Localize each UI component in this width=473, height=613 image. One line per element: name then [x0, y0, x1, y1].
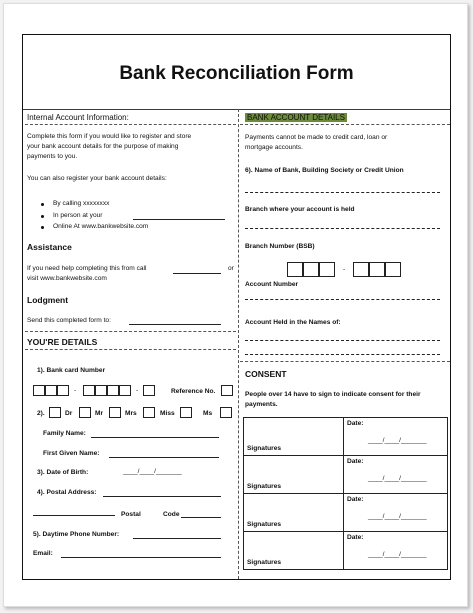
date-fill: ____/____/_______ [368, 551, 427, 558]
assistance-or: or [228, 265, 234, 272]
account-held-field-2[interactable] [245, 354, 440, 355]
signature-row [244, 418, 448, 456]
postal-label: Postal [121, 511, 141, 518]
title-dr: Dr [65, 410, 73, 417]
assistance-line-1: If you need help completing this from call [27, 265, 147, 272]
form-frame [22, 34, 451, 580]
consent-line-2: payments. [245, 401, 278, 408]
account-held-field-1[interactable] [245, 340, 440, 341]
register-text: You can also register your bank account details: [27, 175, 167, 182]
account-held-label: Account Held in the Names of: [245, 319, 341, 326]
details-divider-top [25, 331, 236, 332]
card-digit-box[interactable] [57, 385, 69, 396]
family-name-field[interactable] [91, 437, 219, 438]
consent-divider [240, 361, 450, 362]
bullet-icon [41, 203, 44, 206]
bullet-icon [41, 215, 44, 218]
card-digit-box[interactable] [107, 385, 119, 396]
payments-line-2: mortgage accounts. [245, 144, 303, 151]
bsb-box[interactable] [287, 262, 303, 277]
title-miss: Miss [160, 410, 175, 417]
signatures-label: Signatures [247, 559, 282, 566]
bullet-icon [41, 226, 44, 229]
bsb-box[interactable] [369, 262, 385, 277]
bsb-box[interactable] [353, 262, 369, 277]
code-label: Code [163, 511, 180, 518]
postal-code-field[interactable] [181, 517, 221, 518]
signature-cell[interactable] [244, 532, 344, 570]
account-number-field[interactable] [245, 299, 440, 300]
signature-table [243, 417, 448, 570]
date-cell[interactable] [344, 456, 448, 494]
signatures-label: Signatures [247, 483, 282, 490]
title-rule [23, 109, 450, 110]
phone-label: 5). Daytime Phone Number: [33, 531, 120, 538]
bsb-dash: - [343, 266, 346, 273]
first-name-label: First Given Name: [43, 450, 100, 457]
dob-label: 3). Date of Birth: [37, 469, 89, 476]
family-name-label: Family Name: [43, 430, 86, 437]
account-number-label: Account Number [245, 281, 299, 288]
bank-card-label: 1). Bank card Number [37, 367, 106, 374]
card-digit-box[interactable] [143, 385, 155, 396]
card-digit-box[interactable] [33, 385, 45, 396]
lodgment-address-field[interactable] [129, 324, 221, 325]
date-cell[interactable] [344, 418, 448, 456]
internal-divider [25, 124, 236, 125]
title-mr: Mr [95, 410, 104, 417]
lodgment-heading: Lodgment [27, 295, 69, 305]
reference-box[interactable] [221, 385, 233, 396]
intro-line-3: payments to you. [27, 153, 78, 160]
title-mrs: Mrs [125, 410, 137, 417]
bsb-box[interactable] [385, 262, 401, 277]
signature-cell[interactable] [244, 494, 344, 532]
bullet-in-person: In person at your [53, 212, 103, 219]
title-checkbox-dr[interactable] [49, 407, 61, 418]
titles-prefix: 2). [37, 410, 45, 417]
bsb-box[interactable] [303, 262, 319, 277]
bullet-online: Online At www.bankwebsite.com [53, 223, 149, 230]
bsb-box[interactable] [319, 262, 335, 277]
column-separator [238, 109, 239, 579]
title-ms: Ms [203, 410, 213, 417]
date-label: Date: [347, 420, 364, 427]
branch-field[interactable] [245, 228, 440, 229]
assistance-line-2: visit www.bankwebsite.com [27, 275, 107, 282]
title-checkbox-other[interactable] [220, 407, 232, 418]
title-checkbox-mrs[interactable] [109, 407, 121, 418]
card-digit-box[interactable] [83, 385, 95, 396]
assistance-phone-field[interactable] [173, 273, 221, 274]
card-digit-box[interactable] [119, 385, 131, 396]
consent-line-1: People over 14 have to sign to indicate consent for their [245, 391, 421, 398]
date-cell[interactable] [344, 494, 448, 532]
internal-heading: Internal Account Information: [27, 113, 129, 122]
email-label: Email: [33, 550, 53, 557]
bank-details-heading: BANK ACCOUNT DETAILS [247, 113, 345, 122]
bank-divider [240, 124, 450, 125]
title-checkbox-miss[interactable] [143, 407, 155, 418]
branch-label: Branch where your account is held [245, 206, 355, 213]
signature-row [244, 494, 448, 532]
date-label: Date: [347, 534, 364, 541]
dob-field[interactable]: ____/____/_______ [123, 468, 182, 475]
signature-row [244, 532, 448, 570]
assistance-heading: Assistance [27, 242, 72, 252]
signature-cell[interactable] [244, 418, 344, 456]
postal-address-field[interactable] [103, 496, 221, 497]
date-fill: ____/____/_______ [368, 437, 427, 444]
details-divider-bottom [25, 349, 236, 350]
intro-line-1: Complete this form if you would like to register and store [27, 133, 192, 140]
phone-field[interactable] [133, 538, 221, 539]
first-name-field[interactable] [109, 457, 219, 458]
postal-address-label: 4). Postal Address: [37, 489, 97, 496]
title-checkbox-mr[interactable] [79, 407, 91, 418]
date-label: Date: [347, 458, 364, 465]
document-page [3, 3, 468, 607]
bullet-phone: By calling xxxxxxxx [53, 200, 110, 207]
title-checkbox-ms[interactable] [180, 407, 192, 418]
bank-name-label: 6). Name of Bank, Building Society or Credit Union [245, 167, 404, 174]
card-digit-box[interactable] [45, 385, 57, 396]
date-label: Date: [347, 496, 364, 503]
form-title: Bank Reconciliation Form [119, 63, 354, 84]
intro-line-2: your bank account details for the purpose of making [27, 143, 179, 150]
lodgment-text: Send this completed form to: [27, 317, 111, 324]
date-fill: ____/____/_______ [368, 513, 427, 520]
reference-label: Reference No. [171, 388, 216, 395]
date-fill: ____/____/_______ [368, 475, 427, 482]
in-person-field[interactable] [133, 219, 225, 220]
signatures-label: Signatures [247, 521, 282, 528]
signature-row [244, 456, 448, 494]
payments-line-1: Payments cannot be made to credit card, loan or [245, 134, 388, 141]
signatures-label: Signatures [247, 445, 282, 452]
bsb-label: Branch Number (BSB) [245, 243, 315, 250]
card-dash: - [136, 387, 139, 394]
postal-address-field-2[interactable] [33, 515, 115, 516]
consent-heading: CONSENT [245, 369, 287, 379]
date-cell[interactable] [344, 532, 448, 570]
bank-name-field[interactable] [245, 192, 440, 193]
signature-cell[interactable] [244, 456, 344, 494]
details-heading: YOU'RE DETAILS [27, 337, 98, 347]
card-dash: - [74, 387, 77, 394]
email-field[interactable] [61, 557, 221, 558]
card-digit-box[interactable] [95, 385, 107, 396]
